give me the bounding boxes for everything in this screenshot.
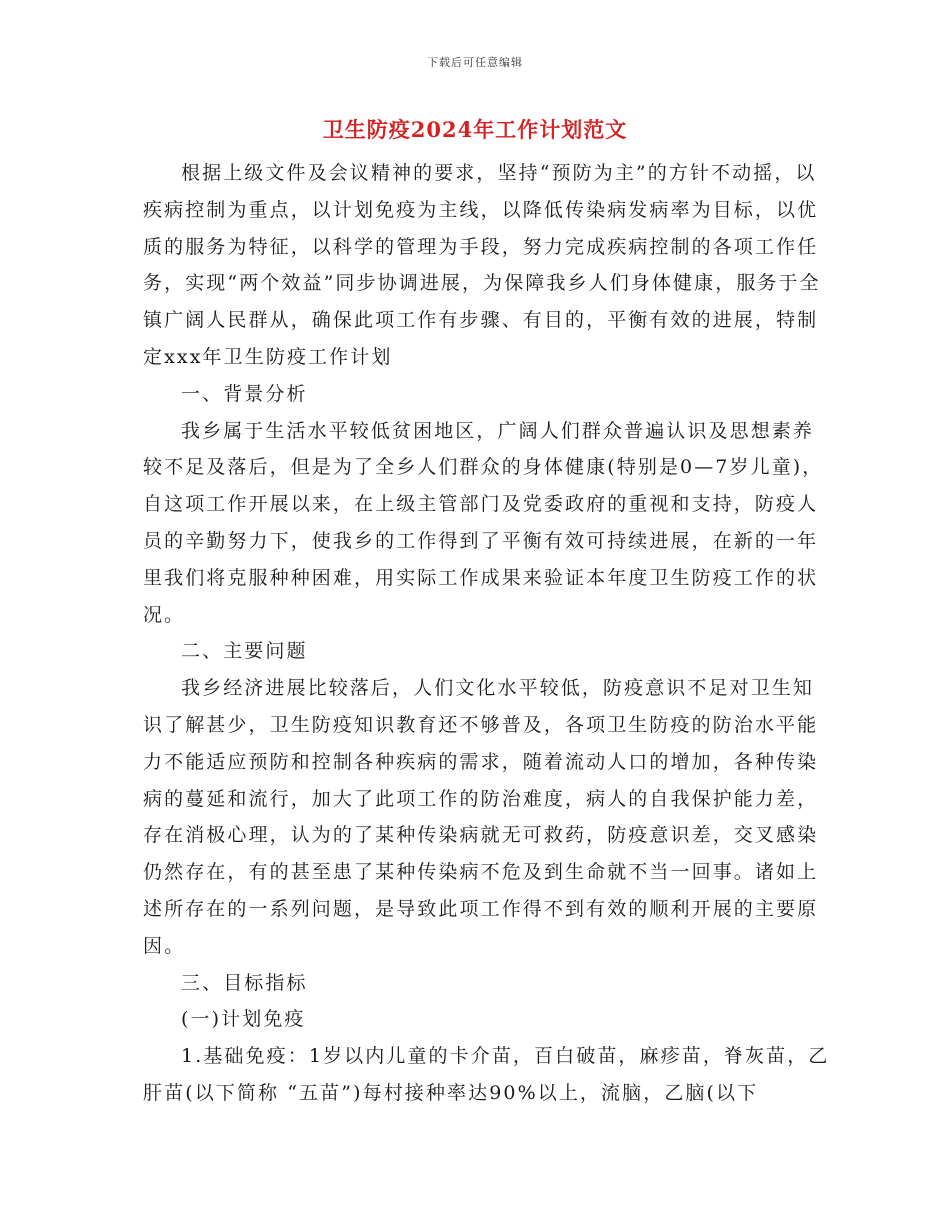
- background-paragraph: 我乡属于生活水平较低贫困地区，广阔人们群众普遍认识及思想素养较不足及落后，但是为了全乡人们群众的身体健康(特别是0—7岁儿童)，自这项工作开展以来，在上级主管部门及党委政府的重视和支持，防疫人员的辛勤努力下，使我乡的工作得到了平衡有效可持续进展，在新的一年里我们将克服种种困难，用实际工作成果来验证本年度卫生防疫工作的状况。: [143, 419, 824, 626]
- problems-paragraph: 我乡经济进展比较落后，人们文化水平较低，防疫意识不足对卫生知识了解甚少，卫生防疫知识教育还不够普及，各项卫生防疫的防治水平能力不能适应预防和控制各种疾病的需求，随着流动人口的增加，各种传染病的蔓延和流行，加大了此项工作的防治难度，病人的自我保护能力差，存在消极心理，认为的了某种传染病就无可救药，防疫意识差，交叉感染仍然存在，有的甚至患了某种传染病不危及到生命就不当一回事。诸如上述所存在的一系列问题，是导致此项工作得不到有效的顺利开展的主要原因。: [143, 677, 819, 957]
- intro-paragraph: 根据上级文件及会议精神的要求，坚持“预防为主”的方针不动摇，以疾病控制为重点，以计划免疫为主线，以降低传染病发病率为目标，以优质的服务为特征，以科学的管理为手段，努力完成疾病控制的各项工作任务，实现“两个效益”同步协调进展，为保障我乡人们身体健康，服务于全镇广阔人民群从，确保此项工作有步骤、有目的，平衡有效的进展，特制定xxx年卫生防疫工作计划: [143, 162, 821, 368]
- immunization-paragraph: 1.基础免疫：1岁以内儿童的卡介苗，百白破苗，麻疹苗，脊灰苗，乙肝苗(以下简称 “五苗”)每村接种率达90%以上，流脑，乙脑(以下: [143, 1045, 830, 1104]
- document-title: 卫生防疫2024年工作计划范文: [322, 117, 628, 142]
- section-heading-problems: 二、主要问题: [181, 640, 308, 663]
- document-body: [143, 155, 833, 1112]
- subsection-heading-immunization: (一)计划免疫: [181, 1008, 306, 1031]
- section-heading-background: 一、背景分析: [181, 382, 308, 405]
- section-heading-targets: 三、目标指标: [181, 971, 308, 994]
- header-note: 下载后可任意编辑: [427, 56, 523, 69]
